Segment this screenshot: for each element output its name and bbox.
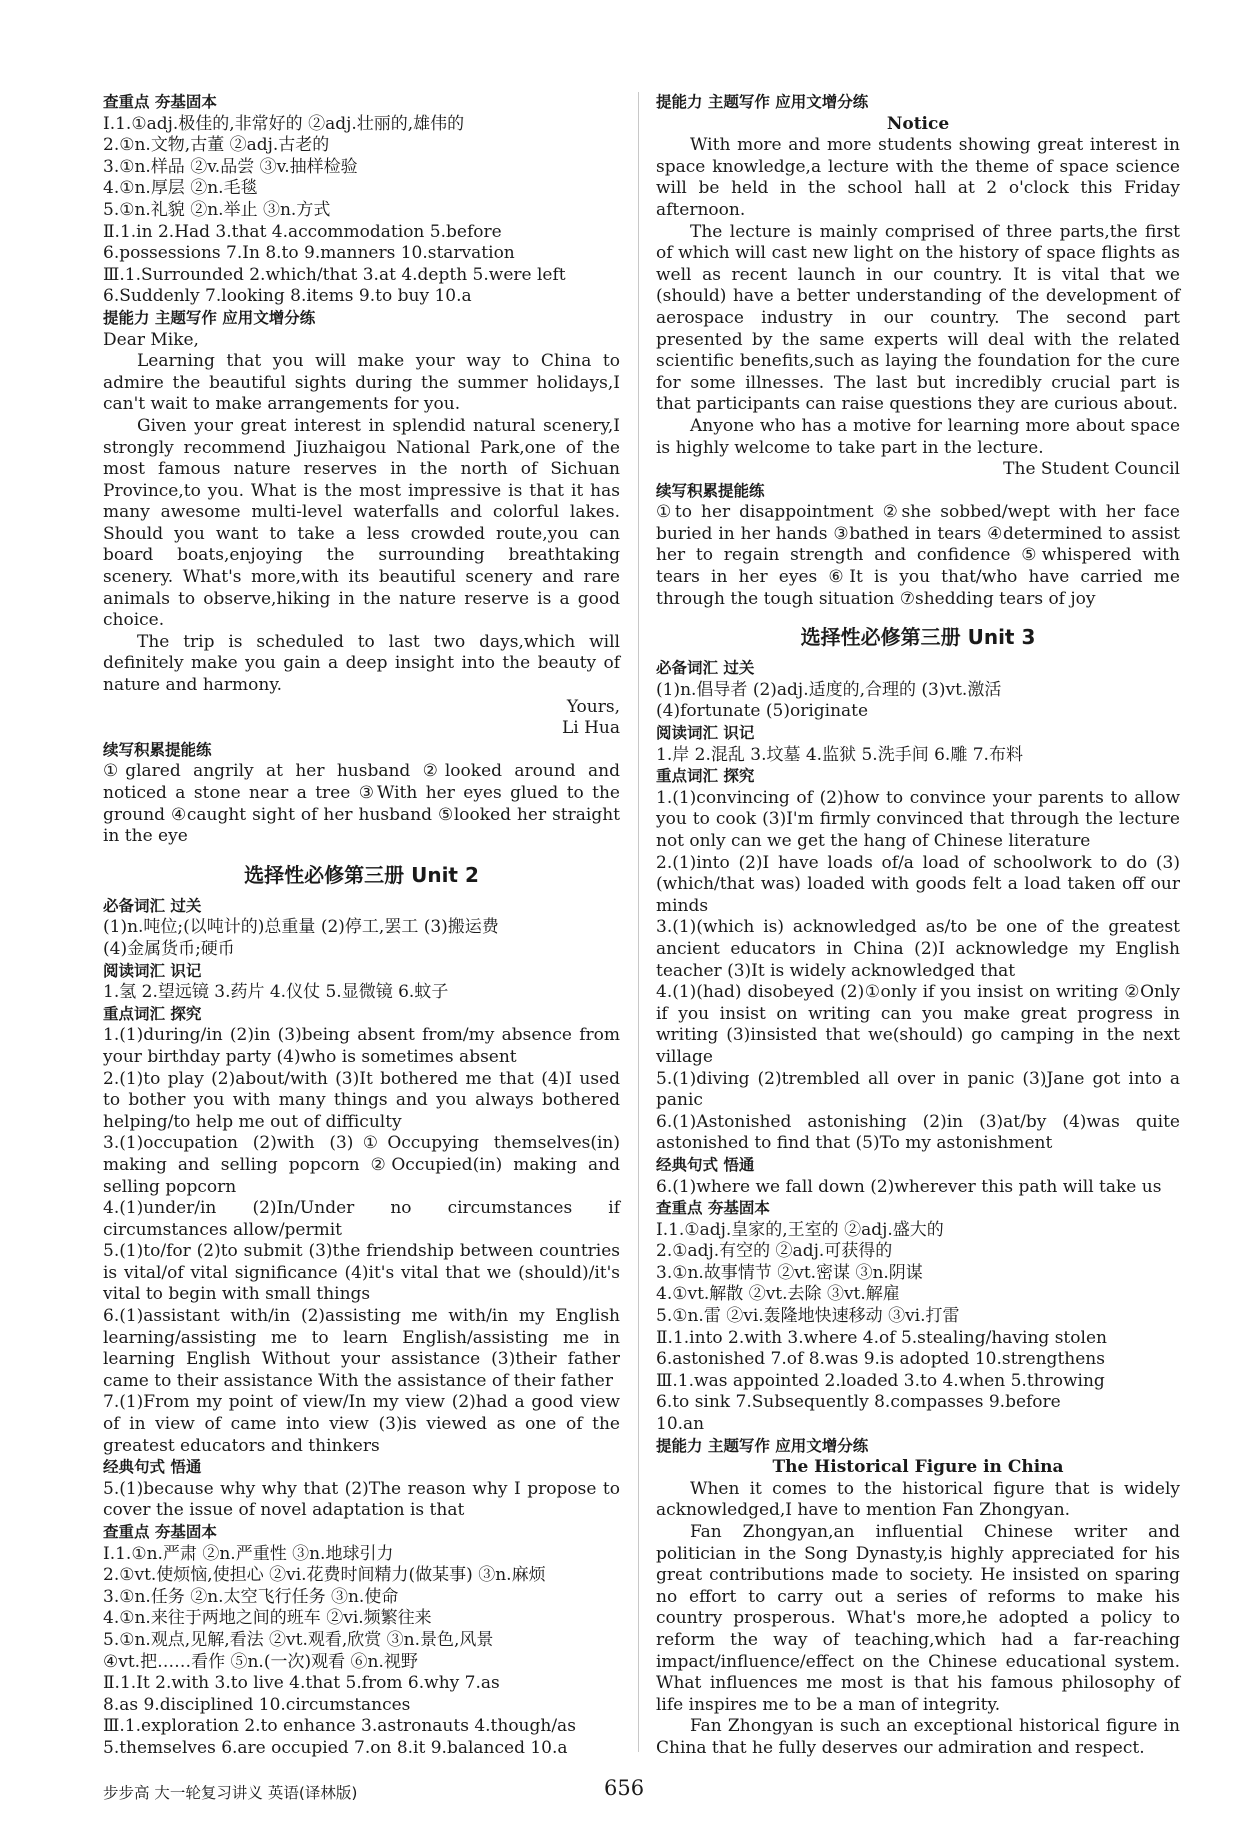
answer-line: 7.(1)From my point of view/In my view (2)had a good view of in view of came into view (3)is viewed as one of the greatest educators and thinkers [103, 1392, 620, 1456]
essay-paragraph: Learning that you will make your way to China to admire the beautiful sights during the summer holidays,I can't wait to make arrangements for you. [103, 351, 620, 415]
answer-line: (4)fortunate (5)originate [656, 701, 869, 722]
answer-line: 2.(1)into (2)I have loads of/a load of schoolwork to do (3)(which/that was) loaded with goods felt a load taken off our minds [656, 852, 1180, 916]
answer-line: Ⅲ.1.exploration 2.to enhance 3.astronauts 4.though/as [103, 1716, 576, 1737]
answer-line: 3.①n.任务 ②n.太空飞行任务 ③n.使命 [103, 1586, 399, 1607]
footer-book-title: 步步高 大一轮复习讲义 英语(译林版) [103, 1784, 358, 1802]
answer-line: Ⅰ.1.①adj.极佳的,非常好的 ②adj.壮丽的,雄伟的 [103, 113, 465, 134]
section-heading: 提能力 主题写作 应用文增分练 [103, 308, 316, 327]
answer-line: Ⅱ.1.into 2.with 3.where 4.of 5.stealing/having stolen [656, 1327, 1107, 1348]
answer-line: 1.(1)convincing of (2)how to convince your parents to allow you to cook (3)I'm firmly convinced that through the lecture not only can we get the hang of Chinese literature [656, 787, 1180, 851]
answer-line: 6.(1)where we fall down (2)wherever this path will take us [656, 1176, 1162, 1197]
answer-line: ①glared angrily at her husband ②looked around and noticed a stone near a tree ③With her eyes glued to the ground ④caught sight of her husband ⑤looked her straight in the eye [103, 761, 620, 847]
unit-title: 选择性必修第三册 Unit 3 [800, 625, 1036, 650]
answer-line: 3.(1)(which is) acknowledged as/to be one of the greatest ancient educators in China (2)I acknowledge my English teacher (3)It is widely acknowledged that [656, 917, 1180, 981]
answer-line: 4.(1)under/in (2)In/Under no circumstances if circumstances allow/permit [103, 1198, 620, 1240]
answer-line: 2.①vt.使烦恼,使担心 ②vi.花费时间精力(做某事) ③n.麻烦 [103, 1565, 546, 1586]
answer-line: 1.(1)during/in (2)in (3)being absent from/my absence from your birthday party (4)who is sometimes absent [103, 1025, 620, 1067]
essay-paragraph: Fan Zhongyan is such an exceptional historical figure in China that he fully deserves our admiration and respect. [656, 1716, 1180, 1758]
section-heading: 查重点 夯基固本 [656, 1199, 770, 1218]
essay-paragraph: The trip is scheduled to last two days,which will definitely make you gain a deep insight into the beauty of nature and harmony. [103, 631, 620, 696]
answer-line: 10.an [656, 1414, 705, 1435]
answer-line: (4)金属货币;硬币 [103, 938, 235, 959]
answer-line: 3.①n.故事情节 ②vt.密谋 ③n.阴谋 [656, 1262, 923, 1283]
answer-line: 5.(1)diving (2)trembled all over in panic (3)Jane got into a panic [656, 1068, 1180, 1111]
page-number: 656 [604, 1776, 645, 1800]
essay-paragraph: Given your great interest in splendid natural scenery,I strongly recommend Jiuzhaigou National Park,one of the most famous nature reserves in the north of Sichuan Province,to you. What is the most impressive is that it has many awesome multi-level waterfalls and colorful lakes. Should you want to take a less crowded route,you can board boats,enjoying the surrounding breathtaking scenery. What's more,with its beautiful scenery and rare animals to observe,hiking in the nature reserve is a good choice. [103, 415, 620, 631]
essay-paragraph: Fan Zhongyan,an influential Chinese writer and politician in the Song Dynasty,is highly appreciated for his great contributions made to society. He insisted on sparing no effort to carry out a series of reforms to make his country prosperous. What's more,he adopted a policy to reform the way of teaching,which had a far-reaching impact/influence/effect on the Chinese educational system. What influences me most is that his famous philosophy of life inspires me to be a man of integrity. [656, 1522, 1180, 1715]
unit-title: 选择性必修第三册 Unit 2 [244, 862, 479, 887]
essay-paragraph: The lecture is mainly comprised of three parts,the first of which will cast new light on the history of space flights as well as recent launch in our country. It is vital that we (should) have a better understanding of the development of aerospace industry in our country. The second part presented by the same experts will deal with the related scientific benefits,such as laying the foundation for the cure for some illnesses. The last but incredibly crucial part is that participants can raise questions they are curious about. [656, 221, 1180, 415]
essay-paragraph: With more and more students showing great interest in space knowledge,a lecture with the theme of space science will be held in the school hall at 2 o'clock this Friday afternoon. [656, 135, 1180, 220]
answer-line: 5.(1)because why why that (2)The reason why I propose to cover the issue of novel adaptation is that [103, 1478, 620, 1521]
signature-line: Yours, [566, 696, 620, 717]
answer-line: Ⅲ.1.was appointed 2.loaded 3.to 4.when 5.throwing [656, 1370, 1105, 1391]
section-heading: 重点词汇 探究 [103, 1004, 202, 1023]
right-column [656, 92, 1180, 1760]
answer-line: 1.岸 2.混乱 3.坟墓 4.监狱 5.洗手间 6.雕 7.布料 [656, 744, 1023, 765]
answer-line: 2.①adj.有空的 ②adj.可获得的 [656, 1241, 893, 1262]
answer-line: Ⅲ.1.Surrounded 2.which/that 3.at 4.depth 5.were left [103, 264, 566, 285]
answer-line: 6.Suddenly 7.looking 8.items 9.to buy 10.a [103, 286, 472, 307]
answer-line: 6.to sink 7.Subsequently 8.compasses 9.before [656, 1392, 1061, 1413]
answer-line: ④vt.把……看作 ⑤n.(一次)观看 ⑥n.视野 [103, 1651, 418, 1672]
section-heading: 必备词汇 过关 [103, 896, 202, 915]
signature-line: Li Hua [561, 718, 620, 739]
signature-line: The Student Council [1003, 459, 1180, 480]
answer-line: 5.①n.礼貌 ②n.举止 ③n.方式 [103, 199, 331, 220]
answer-line: 5.themselves 6.are occupied 7.on 8.it 9.balanced 10.a [103, 1737, 568, 1758]
column-divider [638, 92, 639, 1752]
answer-line: Ⅱ.1.It 2.with 3.to live 4.that 5.from 6.why 7.as [103, 1673, 500, 1694]
essay-title: Notice [886, 113, 950, 134]
answer-line: ①to her disappointment ②she sobbed/wept with her face buried in her hands ③bathed in tears ④determined to assist her to regain strength and confidence ⑤whispered with tears in her eyes ⑥It is you that/who have carried me through the tough situation ⑦shedding tears of joy [656, 502, 1180, 609]
essay-title: The Historical Figure in China [772, 1457, 1064, 1478]
answer-line: 6.astonished 7.of 8.was 9.is adopted 10.strengthens [656, 1349, 1105, 1370]
answer-line: Dear Mike, [103, 329, 199, 350]
essay-paragraph: Anyone who has a motive for learning more about space is highly welcome to take part in the lecture. [656, 415, 1180, 458]
section-heading: 查重点 夯基固本 [103, 93, 217, 111]
section-heading: 经典句式 悟通 [656, 1155, 755, 1174]
section-heading: 必备词汇 过关 [656, 659, 755, 678]
answer-line: 5.①n.观点,见解,看法 ②vt.观看,欣赏 ③n.景色,风景 [103, 1629, 494, 1650]
answer-line: 5.(1)to/for (2)to submit (3)the friendship between countries is vital/of vital significance (4)it's vital that we (should)/it's vital to begin with small things [103, 1241, 620, 1305]
answer-line: 6.possessions 7.In 8.to 9.manners 10.starvation [103, 243, 515, 264]
answer-line: Ⅰ.1.①adj.皇家的,王室的 ②adj.盛大的 [656, 1219, 944, 1240]
left-column [103, 92, 620, 1760]
answer-line: Ⅱ.1.in 2.Had 3.that 4.accommodation 5.before [103, 221, 502, 242]
section-heading: 续写积累提能练 [103, 740, 212, 759]
section-heading: 提能力 主题写作 应用文增分练 [656, 1436, 869, 1455]
section-heading: 阅读词汇 识记 [656, 724, 755, 743]
section-heading: 阅读词汇 识记 [103, 961, 202, 980]
answer-line: (1)n.倡导者 (2)adj.适度的,合理的 (3)vt.激活 [656, 679, 1002, 700]
answer-line: 4.①n.来往于两地之间的班车 ②vi.频繁往来 [103, 1608, 432, 1629]
answer-line: 8.as 9.disciplined 10.circumstances [103, 1694, 411, 1715]
answer-line: 2.(1)to play (2)about/with (3)It bothered me that (4)I used to bother you with many things and you always bothered helping/to help me out of difficulty [103, 1068, 620, 1132]
answer-line: 3.(1)occupation (2)with (3)①Occupying themselves(in) making and selling popcorn ②Occupied(in) making and selling popcorn [103, 1133, 620, 1197]
section-heading: 查重点 夯基固本 [103, 1523, 217, 1541]
section-heading: 经典句式 悟通 [103, 1458, 202, 1477]
answer-line: Ⅰ.1.①n.严肃 ②n.严重性 ③n.地球引力 [103, 1543, 394, 1564]
answer-line: 2.①n.文物,古董 ②adj.古老的 [103, 135, 330, 156]
answer-line: (1)n.吨位;(以吨计的)总重量 (2)停工,罢工 (3)搬运费 [103, 917, 499, 938]
answer-line: 6.(1)assistant with/in (2)assisting me with/in my English learning/assisting me to learn English/assisting me in learning English Without your assistance (3)their father came to their assistance With the assistance of their father [103, 1306, 620, 1391]
essay-paragraph: When it comes to the historical figure that is widely acknowledged,I have to mention Fan Zhongyan. [656, 1478, 1180, 1521]
answer-line: 4.(1)(had) disobeyed (2)①only if you insist on writing ②Only if you insist on writing can you make great progress in writing (3)insisted that we(should) go camping in the next village [656, 982, 1180, 1067]
answer-line: 5.①n.雷 ②vi.轰隆地快速移动 ③vi.打雷 [656, 1306, 960, 1327]
section-heading: 续写积累提能练 [656, 481, 765, 500]
answer-line: 6.(1)Astonished astonishing (2)in (3)at/by (4)was quite astonished to find that (5)To my astonishment [656, 1111, 1180, 1154]
answer-line: 3.①n.样品 ②v.品尝 ③v.抽样检验 [103, 156, 358, 177]
answer-line: 1.氢 2.望远镜 3.药片 4.仪仗 5.显微镜 6.蚊子 [103, 982, 449, 1003]
answer-line: 4.①n.厚层 ②n.毛毯 [103, 178, 258, 199]
section-heading: 重点词汇 探究 [656, 767, 755, 786]
section-heading: 提能力 主题写作 应用文增分练 [656, 93, 869, 111]
answer-line: 4.①vt.解散 ②vt.去除 ③vt.解雇 [656, 1284, 900, 1305]
